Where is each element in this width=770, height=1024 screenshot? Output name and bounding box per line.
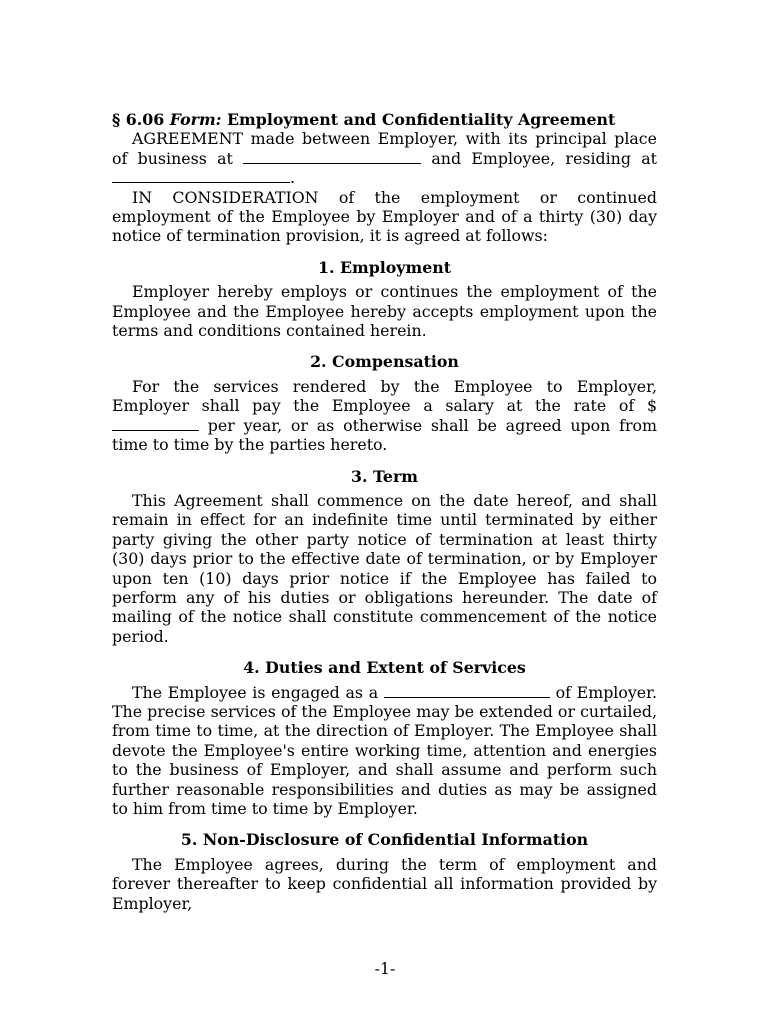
section-2-heading: 2. Compensation bbox=[310, 352, 459, 372]
intro-paragraph bbox=[112, 129, 657, 187]
document-title bbox=[112, 110, 657, 129]
section-3-text: This Agreement shall commence on the date hereof, and shall remain in effect for an indefinite time until terminated by either party giving the other party notice of termination at least thirty (30) days prior to the effective date of termination, or by Employer upon ten (10) days prior notice if the Employee has failed to perform any of his duties or obligations hereunder. The date of mailing of the notice shall constitute commencement of the notice period. bbox=[112, 490, 657, 646]
section-4-text-b: of Employer. The precise services of the Employee may be extended or curtailed, from time to time, at the direction of Employer. The Employee shall devote the Employee's entire working time, attention and energies to the business of Employer, and shall assume and perform such further reasonable responsibilities and duties as may be assigned to him from time to time by Employer. bbox=[112, 682, 657, 818]
intro-text-c: . bbox=[290, 168, 296, 188]
salary-blank[interactable] bbox=[112, 416, 199, 431]
document-page bbox=[112, 110, 657, 913]
section-5-heading: 5. Non-Disclosure of Confidential Information bbox=[180, 830, 589, 850]
section-4-text-a: The Employee is engaged as a bbox=[132, 682, 379, 702]
section-2-text-a: For the services rendered by the Employee to Employer, Employer shall pay the Employee a salary at the rate of $ bbox=[112, 376, 657, 416]
section-4-heading: 4. Duties and Extent of Services bbox=[243, 658, 526, 678]
position-blank[interactable] bbox=[384, 683, 550, 698]
form-label: Form: bbox=[169, 110, 222, 129]
consideration-paragraph: IN CONSIDERATION of the employment or continued employment of the Employee by Employer and of a thirty (30) day notice of termination provision, it is agreed at follows: bbox=[112, 187, 657, 246]
page-number: -1- bbox=[374, 959, 396, 978]
title-heading: Employment and Confidentiality Agreement bbox=[227, 110, 616, 129]
intro-text-a: AGREEMENT made between Employer, with its principal place of business at bbox=[112, 129, 657, 168]
section-3-heading: 3. Term bbox=[350, 466, 419, 486]
section-2-text-b: per year, or as otherwise shall be agreed upon from time to time by the parties hereto. bbox=[112, 415, 657, 455]
section-number: § 6.06 bbox=[112, 110, 165, 129]
employee-residence-blank[interactable] bbox=[112, 168, 290, 183]
section-2-text bbox=[112, 377, 657, 455]
business-address-blank[interactable] bbox=[243, 149, 421, 164]
intro-text-b: and Employee, residing at bbox=[431, 148, 657, 168]
section-5-text: The Employee agrees, during the term of employment and forever thereafter to keep confidential all information provided by Employer, bbox=[112, 854, 657, 913]
section-4-text bbox=[112, 683, 657, 819]
section-1-heading: 1. Employment bbox=[317, 257, 452, 277]
section-1-text: Employer hereby employs or continues the employment of the Employee and the Employee hereby accepts employment upon the terms and conditions contained herein. bbox=[112, 282, 657, 341]
